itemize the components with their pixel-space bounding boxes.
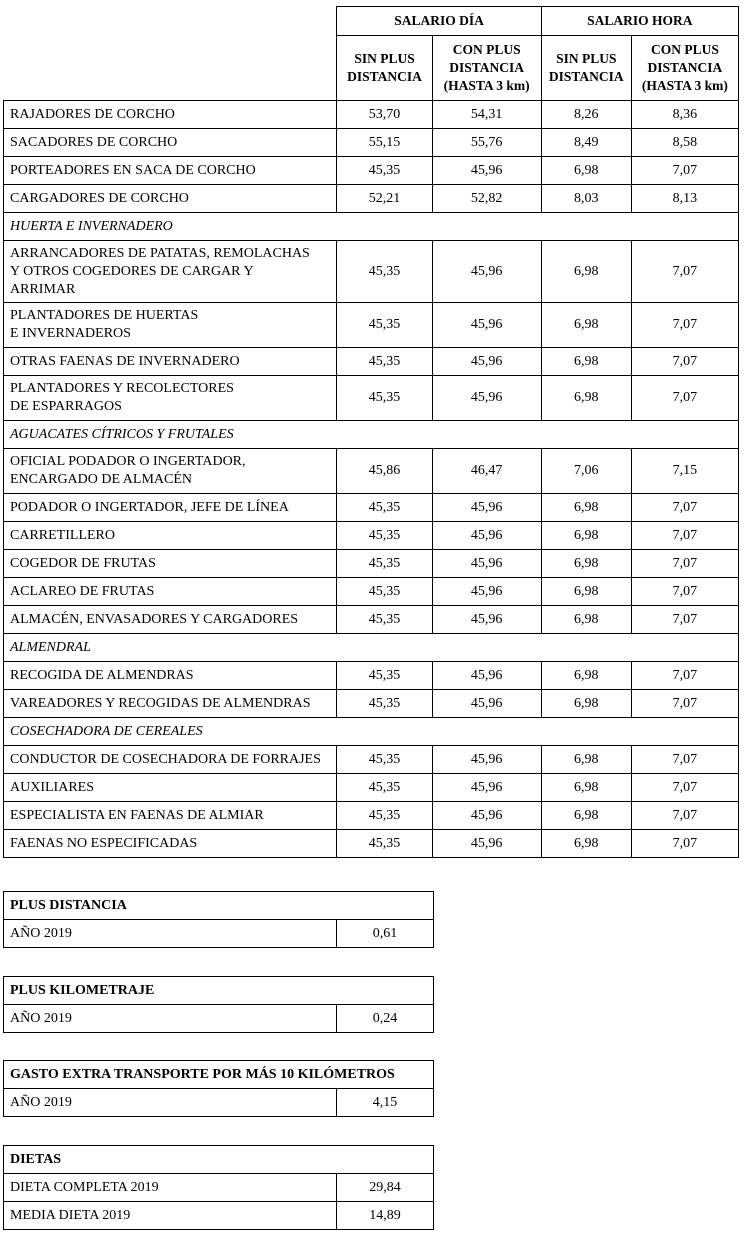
- corner-cell: [4, 7, 337, 101]
- row-label-line: ACLAREO DE FRUTAS: [10, 583, 155, 599]
- row-label-line: SACADORES DE CORCHO: [10, 134, 178, 150]
- group-header-salario-dia: SALARIO DÍA: [337, 7, 541, 36]
- row-label: [4, 802, 337, 830]
- value-cell: 7,07: [631, 494, 738, 522]
- summary-value: 4,15: [337, 1089, 434, 1117]
- value-cell: 45,35: [337, 690, 432, 718]
- row-label-line: CONDUCTOR DE COSECHADORA DE FORRAJES: [10, 751, 321, 767]
- value-cell: 55,15: [337, 129, 432, 157]
- value-cell: 6,98: [541, 830, 631, 858]
- summary-value: 14,89: [337, 1202, 434, 1230]
- value-cell: 6,98: [541, 348, 631, 376]
- summary-table: [3, 1145, 434, 1230]
- table-row: [4, 449, 739, 494]
- value-cell: 45,35: [337, 522, 432, 550]
- sub-header-line: (HASTA 3 km): [641, 78, 728, 93]
- value-cell: 7,07: [631, 662, 738, 690]
- value-cell: 6,98: [541, 522, 631, 550]
- table-row: [4, 830, 739, 858]
- row-label: [4, 129, 337, 157]
- sub-header: [631, 36, 738, 101]
- row-label-line: PLANTADORES Y RECOLECTORES: [10, 381, 234, 396]
- row-label: [4, 830, 337, 858]
- table-row: [4, 802, 739, 830]
- value-cell: 6,98: [541, 690, 631, 718]
- value-cell: 45,35: [337, 376, 432, 421]
- value-cell: 7,07: [631, 522, 738, 550]
- row-label-line: ENCARGADO DE ALMACÉN: [10, 472, 192, 487]
- table-row: [4, 348, 739, 376]
- row-label: [4, 449, 337, 494]
- sub-header-line: DISTANCIA: [548, 69, 624, 84]
- sub-header-line: CON PLUS: [650, 42, 719, 57]
- table-row: [4, 606, 739, 634]
- section-row: [4, 421, 739, 449]
- section-title: HUERTA E INVERNADERO: [4, 213, 739, 241]
- row-label-line: RECOGIDA DE ALMENDRAS: [10, 667, 194, 683]
- table-row: [4, 662, 739, 690]
- row-label: [4, 746, 337, 774]
- row-label-line: OTRAS FAENAS DE INVERNADERO: [10, 353, 240, 369]
- summary-label: AÑO 2019: [4, 1005, 337, 1033]
- row-label-line: RAJADORES DE CORCHO: [10, 106, 175, 122]
- row-label-line: COGEDOR DE FRUTAS: [10, 555, 156, 571]
- value-cell: 6,98: [541, 662, 631, 690]
- row-label-line: Y OTROS COGEDORES DE CARGAR Y: [10, 263, 254, 279]
- value-cell: 6,98: [541, 303, 631, 348]
- row-label: [4, 774, 337, 802]
- value-cell: 8,26: [541, 101, 631, 129]
- value-cell: 7,07: [631, 606, 738, 634]
- value-cell: 7,07: [631, 376, 738, 421]
- value-cell: 45,35: [337, 746, 432, 774]
- sub-header: [337, 36, 432, 101]
- value-cell: 53,70: [337, 101, 432, 129]
- row-label: [4, 185, 337, 213]
- row-label-line: ALMACÉN, ENVASADORES Y CARGADORES: [10, 611, 299, 627]
- row-label-line: ARRANCADORES DE PATATAS, REMOLACHAS: [10, 245, 310, 261]
- table-row: [4, 550, 739, 578]
- value-cell: 6,98: [541, 494, 631, 522]
- value-cell: 6,98: [541, 157, 631, 185]
- value-cell: 7,07: [631, 774, 738, 802]
- value-cell: 45,96: [432, 376, 541, 421]
- table-row: [4, 376, 739, 421]
- value-cell: 8,03: [541, 185, 631, 213]
- value-cell: 7,07: [631, 802, 738, 830]
- salary-table: [3, 6, 739, 858]
- value-cell: 45,35: [337, 157, 432, 185]
- table-row: [4, 774, 739, 802]
- value-cell: 45,35: [337, 774, 432, 802]
- value-cell: 45,35: [337, 802, 432, 830]
- summary-row: [4, 1174, 434, 1202]
- sub-header-line: CON PLUS: [452, 42, 521, 57]
- row-label-line: PLANTADORES DE HUERTAS: [10, 308, 199, 323]
- value-cell: 45,35: [337, 241, 432, 303]
- summary-label: AÑO 2019: [4, 920, 337, 948]
- row-label: [4, 662, 337, 690]
- value-cell: 45,35: [337, 550, 432, 578]
- value-cell: 52,21: [337, 185, 432, 213]
- value-cell: 45,35: [337, 830, 432, 858]
- value-cell: 45,96: [432, 550, 541, 578]
- table-row: [4, 241, 739, 303]
- value-cell: 7,07: [631, 303, 738, 348]
- value-cell: 54,31: [432, 101, 541, 129]
- value-cell: 7,15: [631, 449, 738, 494]
- summary-table: [3, 976, 434, 1033]
- summary-title: PLUS KILOMETRAJE: [4, 977, 434, 1005]
- value-cell: 6,98: [541, 802, 631, 830]
- value-cell: 7,07: [631, 348, 738, 376]
- sub-header: [432, 36, 541, 101]
- value-cell: 46,47: [432, 449, 541, 494]
- sub-header-line: SIN PLUS: [556, 51, 617, 66]
- section-row: [4, 718, 739, 746]
- value-cell: 45,35: [337, 494, 432, 522]
- row-label: [4, 303, 337, 348]
- value-cell: 6,98: [541, 376, 631, 421]
- value-cell: 45,96: [432, 830, 541, 858]
- value-cell: 52,82: [432, 185, 541, 213]
- value-cell: 6,98: [541, 578, 631, 606]
- section-title: COSECHADORA DE CEREALES: [4, 718, 739, 746]
- row-label: [4, 376, 337, 421]
- summary-value: 0,61: [337, 920, 434, 948]
- table-row: [4, 690, 739, 718]
- row-label: [4, 550, 337, 578]
- row-label-line: ARRIMAR: [10, 281, 76, 297]
- value-cell: 45,96: [432, 157, 541, 185]
- row-label: [4, 606, 337, 634]
- value-cell: 8,58: [631, 129, 738, 157]
- summary-row: [4, 920, 434, 948]
- row-label: [4, 101, 337, 129]
- group-header-salario-hora: SALARIO HORA: [541, 7, 738, 36]
- summary-label: DIETA COMPLETA 2019: [4, 1174, 337, 1202]
- summary-label: MEDIA DIETA 2019: [4, 1202, 337, 1230]
- row-label-line: FAENAS NO ESPECIFICADAS: [10, 835, 198, 851]
- sub-header-line: DISTANCIA: [347, 69, 422, 84]
- section-title: AGUACATES CÍTRICOS Y FRUTALES: [4, 421, 739, 449]
- value-cell: 45,96: [432, 348, 541, 376]
- value-cell: 8,36: [631, 101, 738, 129]
- sub-header: [541, 36, 631, 101]
- value-cell: 45,35: [337, 578, 432, 606]
- value-cell: 7,07: [631, 830, 738, 858]
- value-cell: 7,07: [631, 578, 738, 606]
- value-cell: 7,07: [631, 690, 738, 718]
- row-label: [4, 348, 337, 376]
- value-cell: 7,07: [631, 550, 738, 578]
- value-cell: 8,13: [631, 185, 738, 213]
- summary-title: DIETAS: [4, 1146, 434, 1174]
- summary-label: AÑO 2019: [4, 1089, 337, 1117]
- summary-title-row: [4, 1061, 434, 1089]
- summary-table: [3, 891, 434, 948]
- sub-header-line: (HASTA 3 km): [443, 78, 530, 93]
- section-title: ALMENDRAL: [4, 634, 739, 662]
- table-row: [4, 746, 739, 774]
- row-label: [4, 157, 337, 185]
- value-cell: 7,07: [631, 746, 738, 774]
- value-cell: 45,96: [432, 690, 541, 718]
- value-cell: 45,96: [432, 522, 541, 550]
- value-cell: 45,96: [432, 774, 541, 802]
- summary-row: [4, 1005, 434, 1033]
- value-cell: 6,98: [541, 550, 631, 578]
- value-cell: 45,96: [432, 578, 541, 606]
- summary-title-row: [4, 1146, 434, 1174]
- summary-table: [3, 1060, 434, 1117]
- value-cell: 8,49: [541, 129, 631, 157]
- row-label-line: PORTEADORES EN SACA DE CORCHO: [10, 162, 256, 178]
- table-row: [4, 578, 739, 606]
- summary-title: PLUS DISTANCIA: [4, 892, 434, 920]
- value-cell: 7,06: [541, 449, 631, 494]
- value-cell: 7,07: [631, 241, 738, 303]
- summary-value: 29,84: [337, 1174, 434, 1202]
- row-label-line: PODADOR O INGERTADOR, JEFE DE LÍNEA: [10, 499, 289, 515]
- row-label: [4, 578, 337, 606]
- value-cell: 6,98: [541, 606, 631, 634]
- summary-row: [4, 1202, 434, 1230]
- section-row: [4, 634, 739, 662]
- value-cell: 45,35: [337, 606, 432, 634]
- row-label-line: OFICIAL PODADOR O INGERTADOR,: [10, 454, 246, 469]
- table-row: [4, 157, 739, 185]
- row-label: [4, 494, 337, 522]
- value-cell: 6,98: [541, 774, 631, 802]
- summary-title-row: [4, 892, 434, 920]
- row-label-line: CARGADORES DE CORCHO: [10, 190, 189, 206]
- table-row: [4, 101, 739, 129]
- row-label: [4, 690, 337, 718]
- value-cell: 45,35: [337, 303, 432, 348]
- value-cell: 6,98: [541, 241, 631, 303]
- summary-value: 0,24: [337, 1005, 434, 1033]
- row-label-line: VAREADORES Y RECOGIDAS DE ALMENDRAS: [10, 695, 311, 711]
- table-row: [4, 522, 739, 550]
- value-cell: 6,98: [541, 746, 631, 774]
- row-label: [4, 522, 337, 550]
- row-label-line: DE ESPARRAGOS: [10, 399, 122, 414]
- row-label-line: CARRETILLERO: [10, 527, 115, 543]
- value-cell: 45,96: [432, 746, 541, 774]
- summary-title-row: [4, 977, 434, 1005]
- section-row: [4, 213, 739, 241]
- value-cell: 45,96: [432, 802, 541, 830]
- sub-header-line: SIN PLUS: [354, 51, 415, 66]
- row-label-line: AUXILIARES: [10, 779, 94, 795]
- value-cell: 45,96: [432, 494, 541, 522]
- row-label-line: E INVERNADEROS: [10, 326, 131, 341]
- value-cell: 45,96: [432, 303, 541, 348]
- sub-header-line: DISTANCIA: [647, 60, 723, 75]
- value-cell: 55,76: [432, 129, 541, 157]
- value-cell: 45,35: [337, 348, 432, 376]
- value-cell: 45,35: [337, 662, 432, 690]
- summary-row: [4, 1089, 434, 1117]
- value-cell: 45,96: [432, 606, 541, 634]
- row-label: [4, 241, 337, 303]
- table-row: [4, 303, 739, 348]
- value-cell: 45,96: [432, 662, 541, 690]
- value-cell: 7,07: [631, 157, 738, 185]
- sub-header-line: DISTANCIA: [449, 60, 525, 75]
- value-cell: 45,86: [337, 449, 432, 494]
- table-row: [4, 129, 739, 157]
- summary-title: GASTO EXTRA TRANSPORTE POR MÁS 10 KILÓMETROS: [4, 1061, 434, 1089]
- row-label-line: ESPECIALISTA EN FAENAS DE ALMIAR: [10, 807, 264, 823]
- value-cell: 45,96: [432, 241, 541, 303]
- table-row: [4, 494, 739, 522]
- table-row: [4, 185, 739, 213]
